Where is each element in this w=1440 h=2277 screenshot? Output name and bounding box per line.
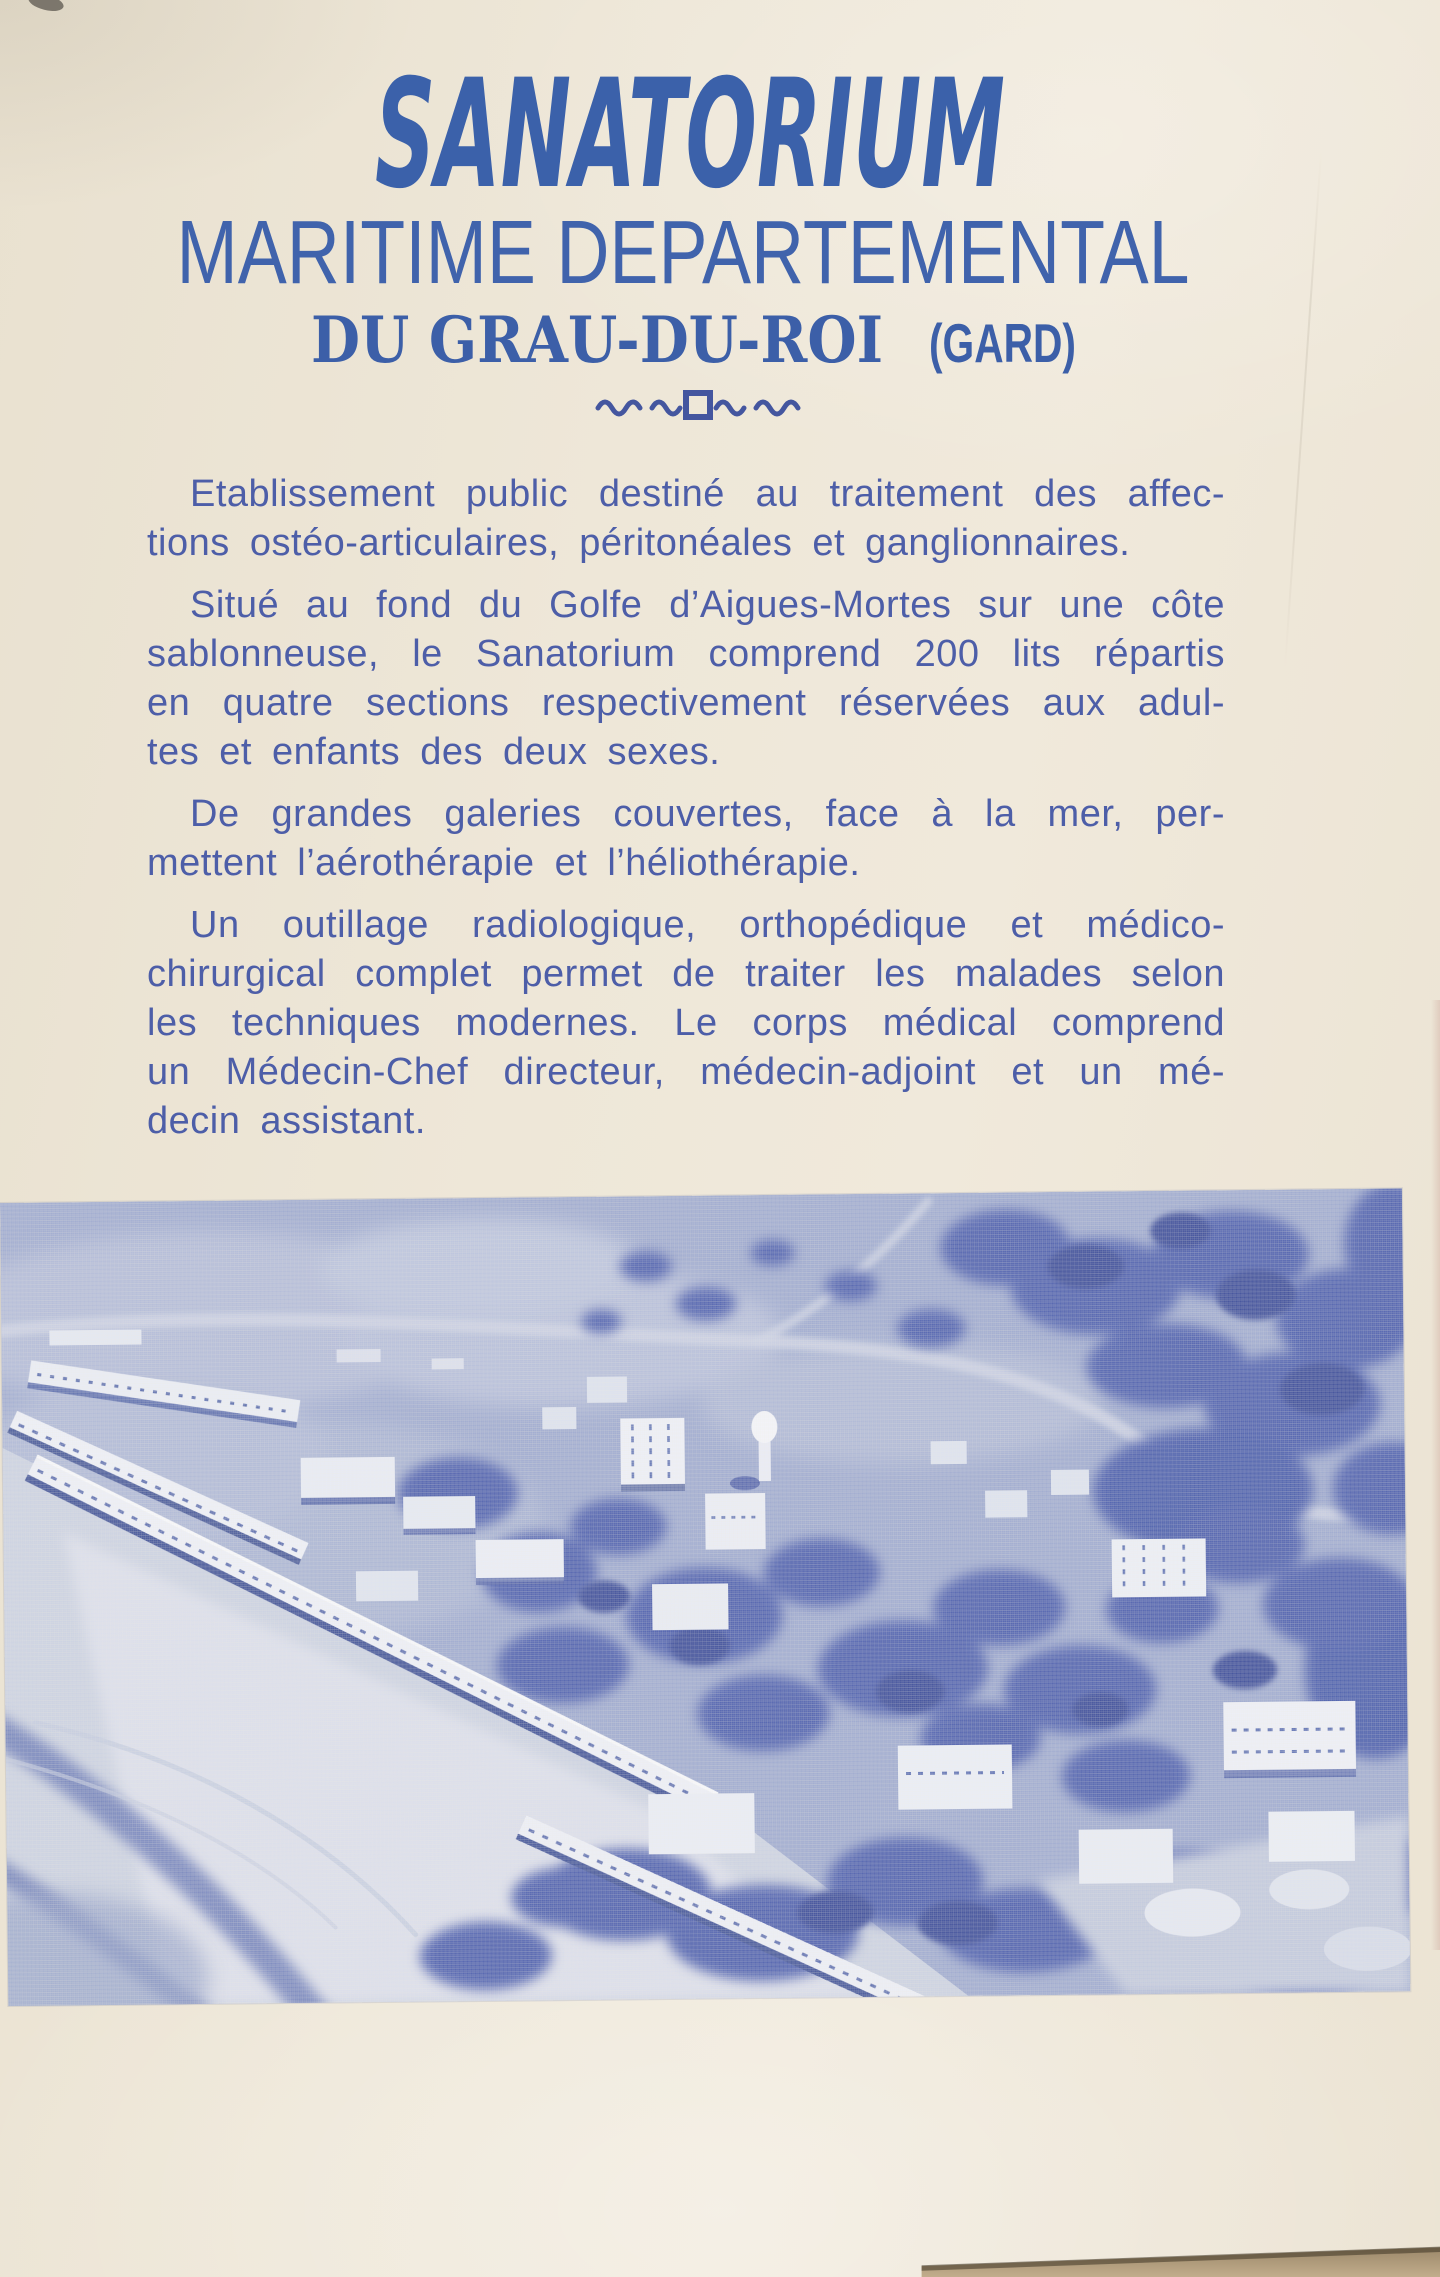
paragraph-3 [147, 790, 1225, 888]
paragraph-1 [147, 470, 1225, 568]
text-line: tes et enfants des deux sexes. [147, 731, 721, 773]
aerial-photo-artwork [0, 1188, 1410, 2006]
text-line: en quatre sections respectivement réservées aux adul- [147, 682, 1225, 724]
page-title-main: SANATORIUM [375, 48, 1005, 222]
body-text [147, 470, 1225, 1159]
text-line: chirurgical complet permet de traiter les malades selon [147, 953, 1225, 995]
text-line: les techniques modernes. Le corps médical comprend [147, 1002, 1225, 1044]
text-line: decin assistant. [147, 1100, 426, 1142]
page-edge-tint [1431, 1000, 1440, 1950]
title-block [0, 0, 1440, 440]
text-line: De grandes galeries couvertes, face à la mer, per- [190, 793, 1225, 835]
page-title-place: DU GRAU-DU-ROI [311, 303, 883, 378]
text-line: sablonneuse, le Sanatorium comprend 200 lits répartis [147, 633, 1225, 675]
text-line: Etablissement public destiné au traitement des affec- [190, 473, 1225, 515]
text-line: Un outillage radiologique, orthopédique et médico- [190, 904, 1225, 946]
divider-ornament [598, 393, 798, 417]
text-line: tions ostéo-articulaires, péritonéales et ganglionnaires. [147, 522, 1131, 564]
aerial-photo [0, 1188, 1410, 2006]
page-title-sub: MARITIME DEPARTEMENTAL [176, 203, 1190, 303]
text-line: un Médecin-Chef directeur, médecin-adjoint et un mé- [147, 1051, 1225, 1093]
text-line: mettent l’aérothérapie et l’héliothérapie. [147, 842, 861, 884]
page-title-department: (GARD) [929, 312, 1076, 374]
text-line: Situé au fond du Golfe d’Aigues-Mortes sur une côte [190, 584, 1225, 626]
paragraph-4 [147, 901, 1225, 1146]
paragraph-2 [147, 581, 1225, 777]
